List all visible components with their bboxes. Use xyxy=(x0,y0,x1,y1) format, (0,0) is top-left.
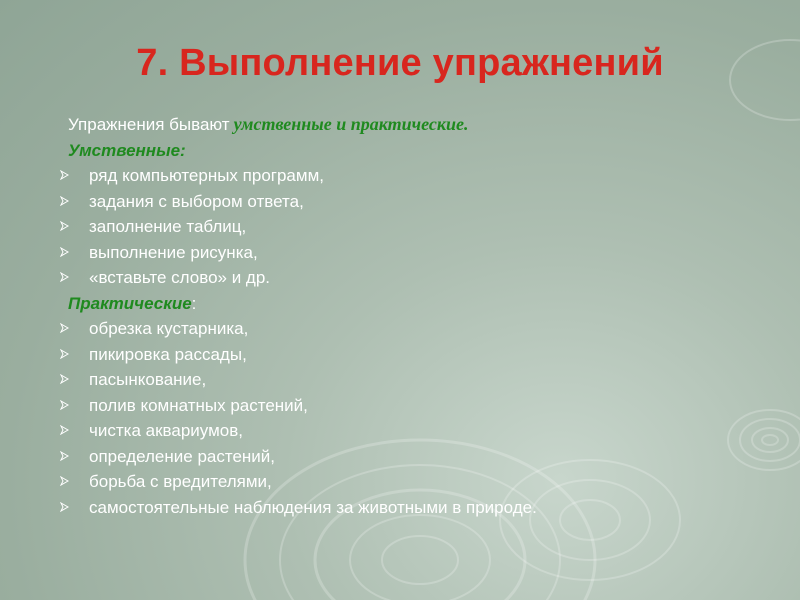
list-item xyxy=(60,444,768,470)
list-item xyxy=(60,469,768,495)
practical-heading-line xyxy=(68,291,768,317)
slide-title: 7. Выполнение упражнений xyxy=(136,42,664,84)
list-item-text: чистка аквариумов, xyxy=(89,421,243,440)
list-item-text: заполнение таблиц, xyxy=(89,217,247,236)
list-item xyxy=(60,214,768,240)
list-item-text: самостоятельные наблюдения за животными в природе. xyxy=(89,497,537,517)
list-item xyxy=(60,342,768,368)
list-item xyxy=(60,163,768,189)
list-item-text: ряд компьютерных программ, xyxy=(89,166,324,185)
list-item-text: «вставьте слово» и др. xyxy=(89,268,271,287)
hollow-diamond-arrow-bullet-icon xyxy=(60,170,69,180)
hollow-diamond-arrow-bullet-icon xyxy=(60,247,69,257)
list-item xyxy=(60,316,768,342)
hollow-diamond-arrow-bullet-icon xyxy=(60,221,69,231)
list-item-text: задания с выбором ответа, xyxy=(89,191,304,211)
list-item xyxy=(60,240,768,266)
list-item-text: обрезка кустарника, xyxy=(89,319,249,338)
hollow-diamond-arrow-bullet-icon xyxy=(60,196,69,206)
list-item xyxy=(60,367,768,393)
practical-list xyxy=(68,316,768,520)
list-item-text: выполнение рисунка, xyxy=(89,242,258,262)
list-item-text: пасынкование, xyxy=(89,370,207,389)
hollow-diamond-arrow-bullet-icon xyxy=(60,476,69,486)
list-item xyxy=(60,265,768,291)
intro-text: Упражнения бывают xyxy=(68,115,230,134)
mental-heading: Умственные: xyxy=(68,140,186,160)
list-item-text: пикировка рассады, xyxy=(89,344,247,364)
practical-heading-colon: : xyxy=(191,293,197,313)
hollow-diamond-arrow-bullet-icon xyxy=(60,400,69,410)
hollow-diamond-arrow-bullet-icon xyxy=(60,425,69,435)
hollow-diamond-arrow-bullet-icon xyxy=(60,349,69,359)
slide-content xyxy=(68,112,768,520)
practical-heading: Практические xyxy=(68,293,192,313)
hollow-diamond-arrow-bullet-icon xyxy=(60,502,69,512)
intro-line xyxy=(68,112,768,138)
list-item-text: полив комнатных растений, xyxy=(89,395,308,415)
mental-list xyxy=(68,163,768,291)
list-item xyxy=(60,393,768,419)
list-item xyxy=(60,418,768,444)
hollow-diamond-arrow-bullet-icon xyxy=(60,272,69,282)
list-item-text: борьба с вредителями, xyxy=(89,472,272,491)
hollow-diamond-arrow-bullet-icon xyxy=(60,451,69,461)
list-item xyxy=(60,495,768,521)
list-item-text: определение растений, xyxy=(89,446,276,466)
hollow-diamond-arrow-bullet-icon xyxy=(60,323,69,333)
list-item xyxy=(60,189,768,215)
hollow-diamond-arrow-bullet-icon xyxy=(60,374,69,384)
intro-emphasis: умственные и практические. xyxy=(233,114,469,134)
